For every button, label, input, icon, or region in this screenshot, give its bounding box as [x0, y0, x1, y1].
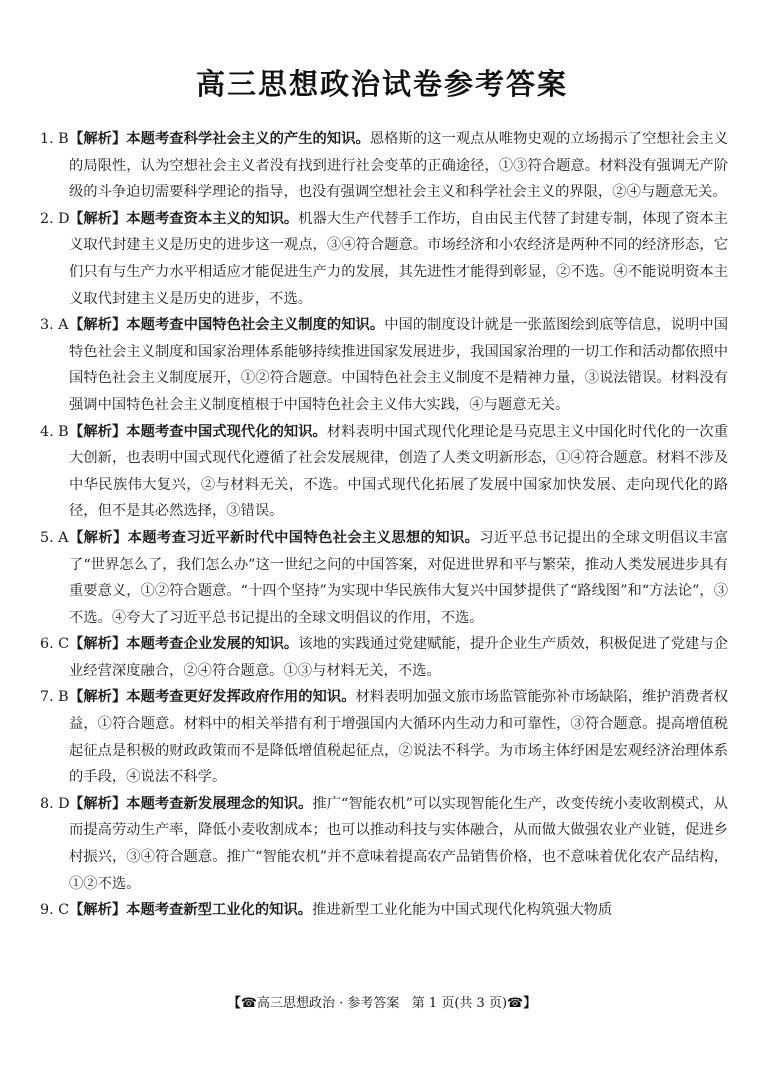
answer-explanation: 该地的实践通过党建赋能，提升企业生产质效，积极促进了党建与企业经营深度融合，②④符合题意。①③与材料无关，不选。: [69, 636, 729, 679]
answer-explanation: 习近平总书记提出的全球文明倡议丰富了“世界怎么了，我们怎么办”这一世纪之问的中国答案，对促进世界和平与繁荣，推动人类发展进步具有重要意义，①②符合题意。“十四个坚持”为实现中华民族伟大复兴中国梦提供了“路线图”和“方法论”，③不选。④夸大了习近平总书记提出的全球文明倡议的作用，不选。: [69, 529, 728, 626]
page-footer: [0, 992, 764, 1011]
phone-icon: ☎: [507, 996, 524, 1011]
answer-explanation: 中国的制度设计就是一张蓝图绘到底等信息，说明中国特色社会主义制度和国家治理体系能够持续推进国家发展进步，我国国家治理的一切工作和活动都依照中国特色社会主义制度展开，①②符合题意。中国特色社会主义制度不是精神力量，③说法错误。材料没有强调中国特色社会主义制度植根于中国特色社会主义伟大实践，④与题意无关。: [69, 317, 728, 413]
answer-explanation: 推进新型工业化能为中国式现代化构筑强大物质: [312, 902, 613, 919]
answer-item-3: [40, 312, 728, 418]
answer-number: 3. A: [40, 317, 69, 334]
answer-item-2: [40, 206, 728, 312]
answer-analysis-heading: 【解析】本题考查中国特色社会主义制度的知识。: [69, 317, 385, 334]
answer-item-1: [40, 126, 728, 206]
footer-bracket-left: 【: [227, 996, 241, 1011]
answer-explanation: 恩格斯的这一观点从唯物史观的立场揭示了空想社会主义的局限性，认为空想社会主义者没有找到进行社会变革的正确途径，①③符合题意。材料没有强调无产阶级的斗争迫切需要科学理论的指导，也没有强调空想社会主义和科学社会主义的界限，②④与题意无关。: [69, 131, 728, 201]
answer-explanation: 材料表明中国式现代化理论是马克思主义中国化时代化的一次重大创新，也表明中国式现代化遵循了社会发展规律，创造了人类文明新形态，①④符合题意。材料不涉及中华民族伟大复兴，②与材料无关，不选。中国式现代化拓展了发展中国家加快发展、走向现代化的路径，但不是其必然选择，③错误。: [69, 423, 729, 520]
footer-page-number: 第 1 页(共 3 页): [411, 996, 508, 1011]
answer-explanation: 机器大生产代替手工作坊，自由民主代替了封建专制，体现了资本主义取代封建主义是历史的进步这一观点，③④符合题意。市场经济和小农经济是两种不同的经济形态，它们只有与生产力水平相适应才能促进生产力的发展，其先进性才能得到彰显，②不选。④不能说明资本主义取代封建主义是历史的进步，不选。: [69, 210, 729, 307]
answer-number: 8. D: [40, 795, 70, 812]
answer-explanation: 材料表明加强文旅市场监管能弥补市场缺陷，维护消费者权益，①符合题意。材料中的相关举措有利于增强国内大循环内生动力和可靠性，③符合题意。提高增值税起征点是积极的财政政策而不是降低增值税起征点，②说法不科学。为市场主体纾困是宏观经济治理体系的手段，④说法不科学。: [69, 689, 729, 786]
answer-item-5: [40, 525, 728, 631]
answer-number: 7. B: [40, 689, 69, 706]
answer-item-4: [40, 419, 728, 525]
answer-analysis-heading: 【解析】本题考查习近平新时代中国特色社会主义思想的知识。: [69, 529, 480, 546]
answer-number: 6. C: [40, 636, 70, 653]
footer-subject: 高三思想政治 · 参考答案: [256, 996, 400, 1011]
answer-explanation: 推广“智能农机”可以实现智能化生产，改变传统小麦收割模式，从而提高劳动生产率，降低小麦收割成本；也可以推动科技与实体融合，从而做大做强农业产业链，促进乡村振兴，③④符合题意。推广“智能农机”并不意味着提高农产品销售价格，也不意味着优化农产品结构，①②不选。: [69, 795, 728, 892]
answer-item-8: [40, 791, 728, 897]
phone-icon: ☎: [240, 996, 257, 1011]
answer-number: 9. C: [40, 902, 70, 919]
answer-analysis-heading: 【解析】本题考查资本主义的知识。: [69, 210, 299, 227]
answer-item-9: [40, 897, 728, 924]
answer-analysis-heading: 【解析】本题考查新型工业化的知识。: [69, 902, 313, 919]
answer-list: [40, 126, 728, 924]
answer-number: 5. A: [40, 529, 69, 546]
page-title: 高三思想政治试卷参考答案: [195, 67, 568, 101]
answer-number: 2. D: [40, 210, 70, 227]
answer-analysis-heading: 【解析】本题考查新发展理念的知识。: [69, 795, 313, 812]
answer-number: 4. B: [40, 423, 69, 440]
footer-bracket-right: 】: [523, 996, 537, 1011]
answer-number: 1. B: [40, 131, 69, 147]
answer-item-7: [40, 684, 728, 790]
answer-item-6: [40, 631, 728, 684]
answer-analysis-heading: 【解析】本题考查更好发挥政府作用的知识。: [69, 689, 356, 706]
answer-analysis-heading: 【解析】本题考查科学社会主义的产生的知识。: [69, 131, 370, 147]
answer-analysis-heading: 【解析】本题考查中国式现代化的知识。: [69, 423, 327, 440]
answer-analysis-heading: 【解析】本题考查企业发展的知识。: [69, 636, 299, 653]
